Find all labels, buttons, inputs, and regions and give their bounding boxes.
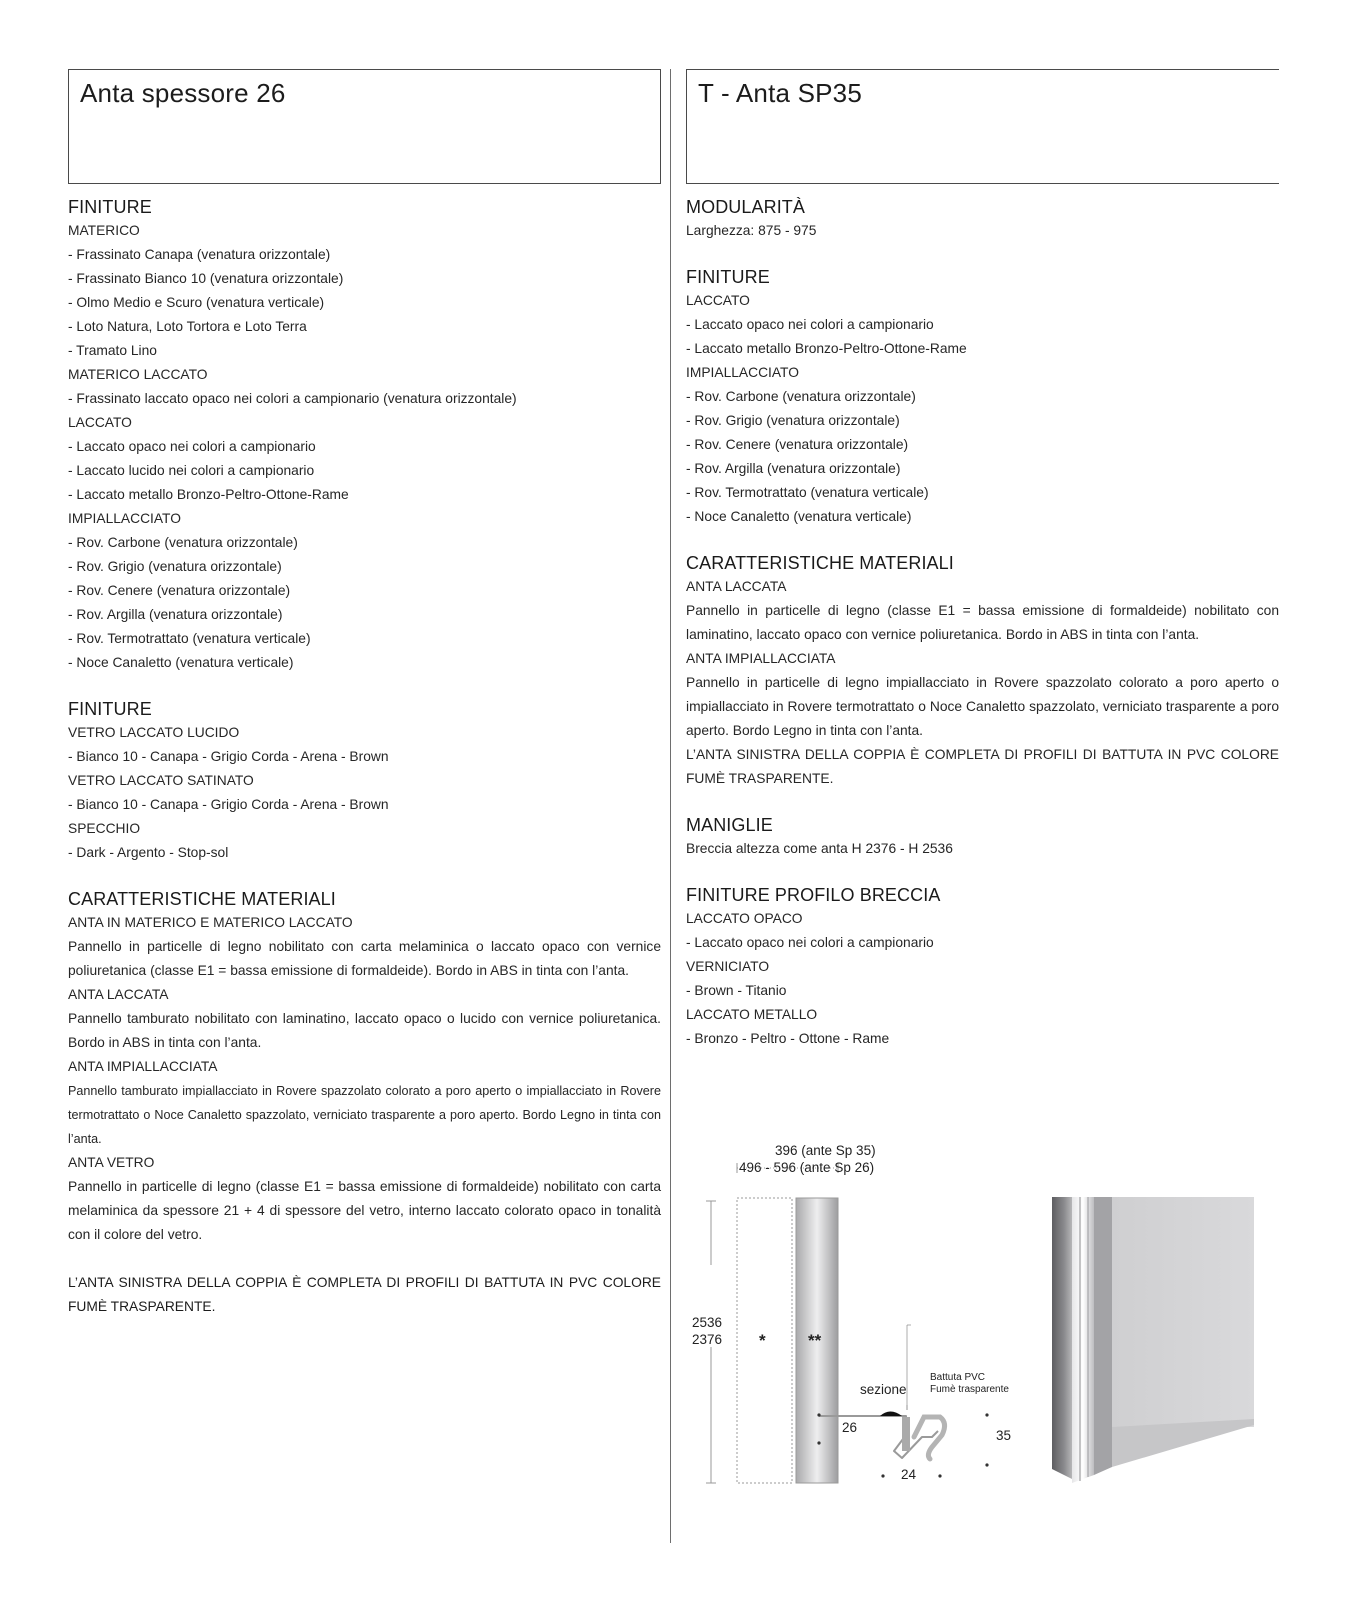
left-page-title: Anta spessore 26	[80, 78, 286, 108]
finish-item: VETRO LACCATO LUCIDO	[68, 725, 240, 740]
finish-item: - Rov. Grigio (venatura orizzontale)	[686, 413, 900, 428]
dimension-24: 24	[901, 1467, 917, 1482]
finish-item: - Frassinato Canapa (venatura orizzontale)	[68, 247, 331, 262]
finish-item: - Rov. Termotrattato (venatura verticale)	[686, 485, 929, 500]
finish-item: - Tramato Lino	[68, 343, 157, 358]
finish-item: MATERICO LACCATO	[68, 367, 208, 382]
handle-item: Breccia altezza come anta H 2376 - H 2536	[686, 841, 953, 856]
left-finiture-glass-section	[68, 697, 661, 865]
finish-item: IMPIALLACCIATO	[68, 511, 181, 526]
finiture-list	[68, 219, 661, 675]
pvc-label-line-1: Battuta PVC	[930, 1372, 986, 1383]
finish-item: - Rov. Argilla (venatura orizzontale)	[686, 461, 901, 476]
finish-item: - Dark - Argento - Stop-sol	[68, 845, 229, 860]
finish-item: VETRO LACCATO SATINATO	[68, 773, 254, 788]
finish-item: SPECCHIO	[68, 821, 141, 836]
section-label: sezione	[860, 1382, 907, 1397]
profile-finish-item: - Bronzo - Peltro - Ottone - Rame	[686, 1031, 890, 1046]
left-column	[68, 195, 661, 1341]
finish-item: MATERICO	[68, 223, 140, 238]
right-page-title: T - Anta SP35	[698, 78, 862, 108]
materials-paragraph: Pannello tamburato nobilitato con laminatino, laccato opaco o lucido con vernice poliuretanica. Bordo in ABS in tinta con l’anta.	[68, 1011, 661, 1050]
profile-finish-item: - Brown - Titanio	[686, 983, 787, 998]
materials-subheading: ANTA IMPIALLACCIATA	[686, 651, 836, 666]
section-heading: FINITURE	[68, 197, 152, 217]
finish-item: - Laccato metallo Bronzo-Peltro-Ottone-Rame	[68, 487, 349, 502]
materials-subheading: ANTA LACCATA	[686, 579, 787, 594]
materials-subheading: ANTA VETRO	[68, 1155, 155, 1170]
pvc-label-line-2: Fumè trasparente	[930, 1384, 1009, 1395]
materials-paragraph: Pannello in particelle di legno (classe E1 = bassa emissione di formaldeide) nobilitato con laminatino, laccato opaco con vernice poliuretanica. Bordo in ABS in tinta con l’anta.	[686, 603, 1279, 642]
panel-mark-single: *	[759, 1331, 766, 1350]
door-profile-photo	[1052, 1197, 1254, 1483]
left-finiture-section	[68, 195, 661, 675]
width-label-sp26: 496 - 596 (ante Sp 26)	[739, 1160, 875, 1175]
finish-item: - Laccato lucido nei colori a campionario	[68, 463, 315, 478]
section-heading: FINITURE PROFILO BRECCIA	[686, 885, 941, 905]
finiture-list	[686, 289, 1279, 529]
panel-mark-double: **	[808, 1331, 822, 1350]
section-heading: FINITURE	[68, 699, 152, 719]
finish-item: - Rov. Cenere (venatura orizzontale)	[686, 437, 909, 452]
profile-section	[686, 883, 1279, 1051]
handles-section	[686, 813, 1279, 861]
section-heading: CARATTERISTICHE MATERIALI	[68, 889, 336, 909]
materials-paragraph: Pannello in particelle di legno nobilitato con carta melaminica o laccato opaco con vernice poliuretanica (classe E1 = bassa emissione di formaldeide). Bordo in ABS in tinta con l’anta.	[68, 939, 661, 978]
profile-finish-item: - Laccato opaco nei colori a campionario	[686, 935, 934, 950]
finish-item: - Rov. Carbone (venatura orizzontale)	[686, 389, 916, 404]
finish-item: - Laccato metallo Bronzo-Peltro-Ottone-Rame	[686, 341, 967, 356]
finish-item: - Rov. Carbone (venatura orizzontale)	[68, 535, 298, 550]
finish-item: LACCATO	[686, 293, 750, 308]
finish-item: - Laccato opaco nei colori a campionario	[686, 317, 934, 332]
finish-item: - Loto Natura, Loto Tortora e Loto Terra	[68, 319, 307, 334]
finish-item: - Rov. Termotrattato (venatura verticale)	[68, 631, 311, 646]
finish-item: - Noce Canaletto (venatura verticale)	[68, 655, 294, 670]
materials-subheading: ANTA IN MATERICO E MATERICO LACCATO	[68, 915, 353, 930]
pvc-profile-note: L’ANTA SINISTRA DELLA COPPIA È COMPLETA DI PROFILI DI BATTUTA IN PVC COLORE FUMÈ TRASPARENTE.	[686, 747, 1279, 786]
profile-finish-item: LACCATO METALLO	[686, 1007, 818, 1022]
section-profile-drawing	[817, 1325, 988, 1478]
height-label-2376: 2376	[692, 1332, 723, 1347]
finish-item: - Bianco 10 - Canapa - Grigio Corda - Arena - Brown	[68, 749, 389, 764]
materials-subheading: ANTA IMPIALLACCIATA	[68, 1059, 218, 1074]
section-heading: FINITURE	[686, 267, 770, 287]
finish-item: LACCATO	[68, 415, 132, 430]
width-label-sp35: 396 (ante Sp 35)	[775, 1143, 876, 1158]
right-column	[686, 195, 1279, 1073]
modularity-item: Larghezza: 875 - 975	[686, 223, 817, 238]
finish-item: - Frassinato Bianco 10 (venatura orizzontale)	[68, 271, 344, 286]
finish-item: - Rov. Grigio (venatura orizzontale)	[68, 559, 282, 574]
section-heading: MANIGLIE	[686, 815, 773, 835]
modularity-section	[686, 195, 1279, 243]
finiture-glass-list	[68, 721, 661, 865]
right-materials-section	[686, 551, 1279, 791]
right-title-box	[686, 69, 1279, 184]
profile-finish-item: VERNICIATO	[686, 959, 770, 974]
right-finiture-section	[686, 265, 1279, 529]
finish-item: - Laccato opaco nei colori a campionario	[68, 439, 316, 454]
finish-item: - Bianco 10 - Canapa - Grigio Corda - Arena - Brown	[68, 797, 389, 812]
height-label-2536: 2536	[692, 1315, 723, 1330]
finish-item: - Rov. Argilla (venatura orizzontale)	[68, 607, 283, 622]
section-heading: MODULARITÀ	[686, 197, 806, 217]
dimension-35: 35	[996, 1428, 1012, 1443]
finish-item: - Olmo Medio e Scuro (venatura verticale)	[68, 295, 325, 310]
left-materials-section	[68, 887, 661, 1319]
profile-list	[686, 907, 1279, 1051]
finish-item: - Frassinato laccato opaco nei colori a campionario (venatura orizzontale)	[68, 391, 517, 406]
door-profile-render	[1052, 1197, 1254, 1483]
column-divider	[670, 69, 671, 1543]
materials-paragraph: Pannello tamburato impiallacciato in Rovere spazzolato colorato a poro aperto o impiallacciato in Rovere termotrattato o Noce Canaletto spazzolato, verniciato trasparente a poro aperto. Bordo Legno in tinta con l’anta.	[68, 1084, 661, 1146]
finish-item: - Noce Canaletto (venatura verticale)	[686, 509, 912, 524]
dimension-26: 26	[842, 1420, 858, 1435]
handles-list	[686, 837, 1279, 861]
finish-item: IMPIALLACCIATO	[686, 365, 799, 380]
materials-paragraph: Pannello in particelle di legno (classe E1 = bassa emissione di formaldeide) nobilitato con carta melaminica da spessore 21 + 4 di spessore del vetro, interno laccato colorato opaco in tonalità con il colore del vetro.	[68, 1179, 661, 1242]
section-heading: CARATTERISTICHE MATERIALI	[686, 553, 954, 573]
modularity-list	[686, 219, 1279, 243]
materials-paragraph: Pannello in particelle di legno impiallacciato in Rovere spazzolato colorato a poro aperto o impiallacciato in Rovere termotrattato o Noce Canaletto spazzolato, verniciato trasparente a poro aperto. Bordo Legno in tinta con l’anta.	[686, 675, 1279, 738]
materials-subheading: ANTA LACCATA	[68, 987, 169, 1002]
pvc-profile-note: L’ANTA SINISTRA DELLA COPPIA È COMPLETA DI PROFILI DI BATTUTA IN PVC COLORE FUMÈ TRASPARENTE.	[68, 1275, 661, 1314]
left-title-box	[68, 69, 661, 184]
profile-finish-item: LACCATO OPACO	[686, 911, 803, 926]
finish-item: - Rov. Cenere (venatura orizzontale)	[68, 583, 291, 598]
